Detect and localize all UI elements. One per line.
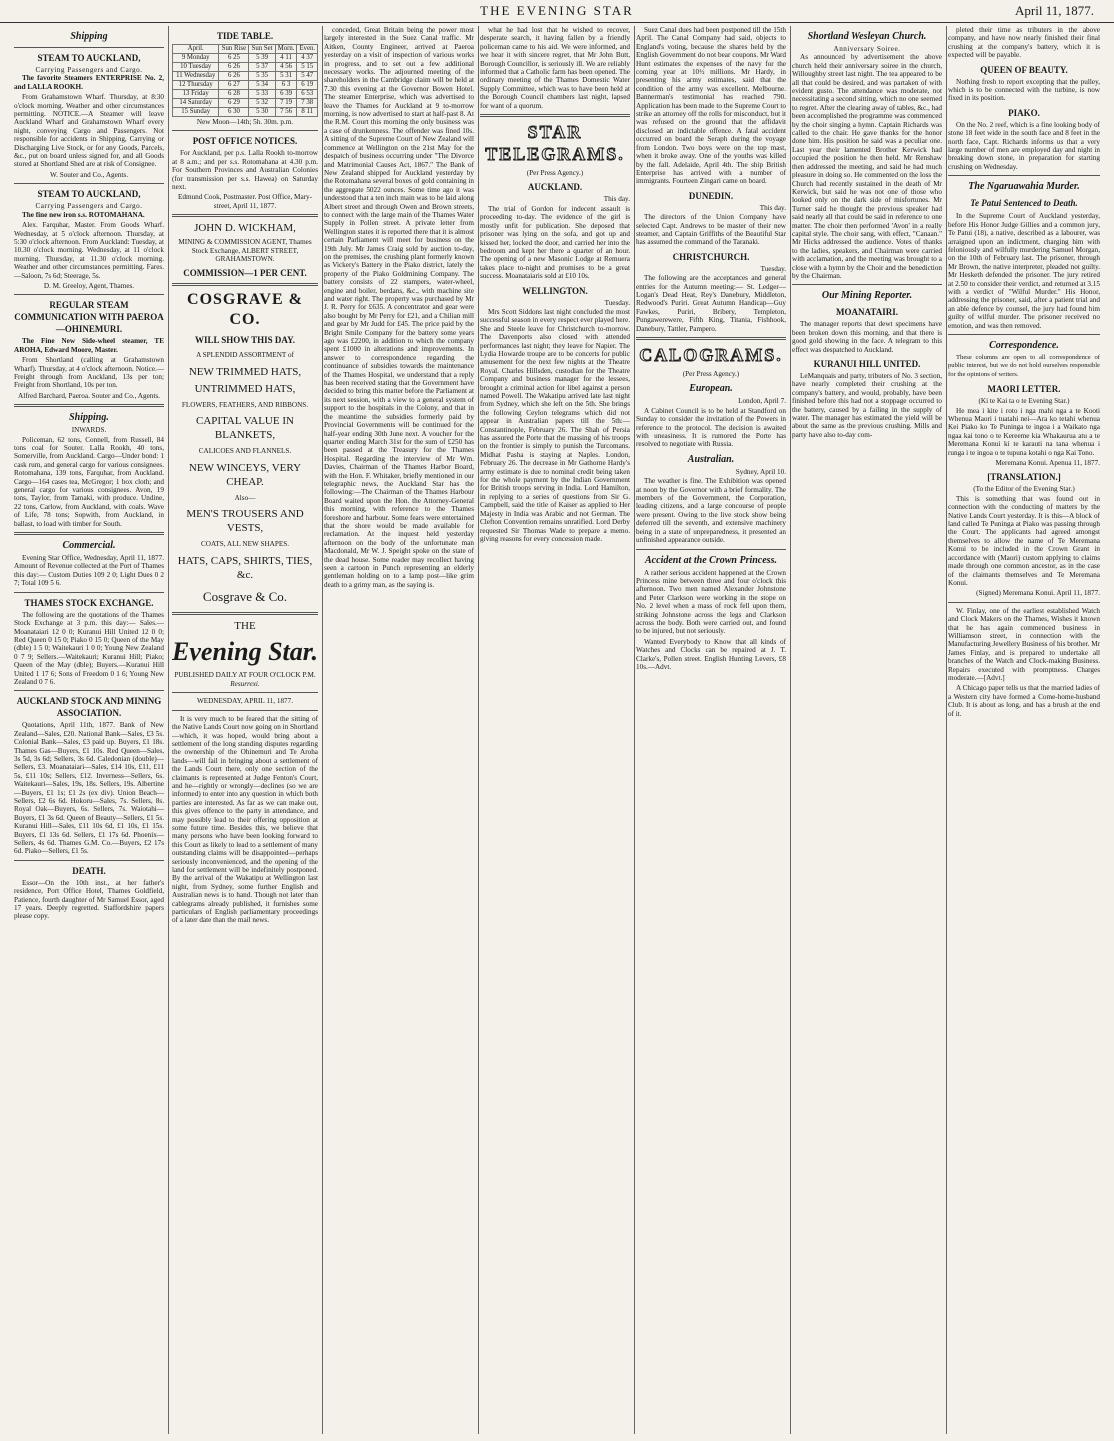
church-heading: Shortland Wesleyan Church. bbox=[807, 31, 927, 42]
column-7-intro: pleted their time as tributers in the above company, and have now nearly finished their final crushing at the company's battery, which it is expected will be payable. bbox=[948, 26, 1100, 60]
tide-row: 13 Friday 6 28 5 33 6 39 6 53 bbox=[173, 90, 318, 99]
tide-col: Sun Set bbox=[249, 45, 275, 54]
steam-auckland-sub: Carrying Passengers and Cargo. bbox=[35, 66, 143, 74]
steamer-enterprise: The favorite Steamers ENTERPRISE No. 2, and LALLA ROOKH. bbox=[14, 74, 164, 91]
inwards-label: INWARDS. bbox=[71, 426, 107, 435]
newspaper-title: THE EVENING STAR bbox=[480, 3, 634, 18]
murder-sub: Te Patui Sentenced to Death. bbox=[970, 198, 1078, 209]
tide-header-row bbox=[173, 45, 318, 54]
exchange-heading: THAMES STOCK EXCHANGE. bbox=[24, 597, 154, 608]
column-5-intro: Suez Canal dues had been postponed till the 15th April. The Canal Company had said, objects to England's voting, because the shares held by the English Government do not bear coupons. Mr Ward Hunt estimates the expenses of the navy for the coming year at 10½ millions. Mr Hardy, in presenting his army estimates, said that the condition of the army was excellent. Melbourne. Bannerman's testimonial has reached 790. Application has been made to the Supreme Court to strike an attorney off the rolls for misconduct, but it was refused on the ground that the affidavit disclosed an indictable offence. A fatal accident occurred on board the Seraph during the voyage from London. Two boys were on the top mast, when it broke away. One of the youths was killed by the fall. Adelaide, April 4th. The ship British Enterprise has arrived with a number of immigrants. Fourteen Zingari came on board. bbox=[636, 26, 786, 186]
translation-heading: [TRANSLATION.] bbox=[987, 472, 1061, 483]
murder-body: In the Supreme Court of Auckland yesterday, before His Honor Judge Gillies and a common jury, Te Patui (18), a native, described as a labourer, was arraigned upon an indictment, charging him with feloniously and wilfully murdering Samuel Morgan, on the 10th of February last. The prisoner, through Mr Brown, the native interpreter, pleaded not guilty. Mr Hesketh defended the prisoner. The jury retired at 2.50 to consider their verdict, and returned at 3.15 with a verdict of "Wilful Murder." His Honor, addressing the prisoner, said, after a patient trial and an able defence by counsel, the jury had found him guilty of wilful murder. The prisoner received no emotion, and was then removed. bbox=[948, 212, 1100, 330]
published-line: PUBLISHED DAILY AT FOUR O'CLOCK P.M. bbox=[174, 670, 316, 679]
auckland-place: AUCKLAND. bbox=[527, 182, 583, 193]
wanted-notice: Wanted Everybody to Know that all kinds of Watches and Clocks can be repaired at J. T. Clarke's, Pollen street. English Hunting Levers, £8 10s.—Advt. bbox=[636, 637, 786, 671]
death-body: Essor—On the 10th inst., at her father's residence, Port Office Hotel, Thames Goldfield, Patience, fourth daughter of Mr Samuel Essor, aged 17 years. Deeply regretted. Staffordshire papers please copy. bbox=[14, 878, 164, 921]
column-5 bbox=[636, 26, 791, 1434]
kuranui-body: LeManquais and party, tributers of No. 3 section, have nearly completed their crushing at the company's battery, and would, probably, have been finished before this had not a stoppage occurred to the battery, caused by a failing in the supply of water. The manager has estimated the yield will be about the same as the previous crushing. Mills and party have also to-day com- bbox=[792, 372, 942, 439]
wellington-body: Mrs Scott Siddons last night concluded the most successful season in every respect ever played here. She and Steele leave for Christchurch to-morrow. The Davenports also closed with attended performances last night; they leave for Napier. The Lydia Howarde troupe are to be concerts for public amusement for the next few nights at the Theatre Royal. Charles Hillsden, custodian for the Theatre Company and business manager for the lessees, brought a criminal action for libel against a person named Powell. The Wakatipu arrived late last night from Sydney, which she left on the 5th. She brings the following Ceylon telegrams which did not appear in Australian papers till the 5th:— Constantinople, February 26. The Shah of Persia has assured the Porte that the massing of his troops on the frontier is simply to punish the Turcomans. Midhat Pasha is staying at Naples. London, February 26. The decrease in Mr Gathorne Hardy's army estimate is due to nominal credit being taken for the whole payment by the Indian Government for British troops serving in India. Lord Hamilton, in replying to a series of questions from Sir G. Campbell, said the title of Kaiser as applied to Her Majesty in India was Arabic and not German. The Clefton Convention remains unratified. Lord Derby requested Sir Thomas Wade to prepare a memo. giving reasons for every concession made. bbox=[480, 307, 630, 543]
christchurch-day: Tuesday. bbox=[760, 264, 786, 273]
london-body: A Cabinet Council is to be held at Standford on Sunday to consider the invitation of the Powers in reference to the protocol. The decision is awaited with uneasiness. It is rumored the Porte has resolved to negotiate with Russia. bbox=[636, 406, 786, 449]
column-1 bbox=[14, 26, 169, 1434]
steam-auckland-body: From Grahamstown Wharf. Thursday, at 8:30 o'clock morning. Weather and other circumstances permitting. NOTICE.—A Steamer will leave Auckland Wharf and Grahamstown Wharf every night, conveying Cargo and Passengers. Not responsible for accidents in Shipping, Carrying or Discharging Live Stock, or for any Goods, Parcels, &c., put on board unless signed for, and all Goods stored at Shortland Shed are at risk of Consignee. bbox=[14, 93, 164, 169]
moanataiari-body: The manager reports that dewt specimens have been broken down this morning, and that there is good gold showing in the face. A telegram to this effect was despatched to Auckland. bbox=[792, 320, 942, 354]
ad-line: UNTRIMMED HATS, bbox=[194, 382, 296, 395]
column-3-body: conceded, Great Britain being the power most largely interested in the Suez Canal traffic. Mr Aitken, County Engineer, arrived at Paeroa yesterday on a visit of inspection of various works in progress, and to set out a few additional necessary works. The adjourned meeting of the shareholders in the Cambridge claim will be held at 7.30 this evening at the Governor Bowen Hotel. The steamer Enterprise, which was advertised to leave the Thames for Auckland at 9 to-morrow morning, is now advertised to start at half-past 8. At the R.M. Court this morning the only business was a case of drunkenness. The offender was fined 10s. A sitting of the Supreme Court of New Zealand will commence at Wellington on the 21st May for the despatch of business occurring under "The Divorce and Matrimonial Causes Act, 1867." The Bank of New Zealand shipped for Auckland yesterday by the Rotomahana several boxes of gold containing in the aggregate 5022 ounces. Some time ago it was understood that a ten inch main was to be laid along Albert street and through Owen and Brown streets, to connect with the large main of the Thames Water Supply in Pollen street. A private letter from Wellington states it is reported there that it is almost certain Parliament will meet for business on the 19th July. Mr James Craig sold by auction to-day, on the premises, the crushing plant formerly known as Vickery's Battery in the Piako district, lately the property of the Piako Goldmining Company. The battery consists of 22 stampers, water-wheel, engine and boiler, berdans, &c., with machine site and water right. The property was purchased by Mr J. R. Perry for £635. A concentrator and gear were also bought by Mr Perry for £21, and a Chilian mill and gear by Mr Judd for £45. The price paid by the Bright Smile Company for the battery some years ago was £2200, in addition to which the company spent £1000 in alterations and improvements. In answer to correspondence regarding the continuance of subsidies towards the maintenance of the Thames Hospital, we understand that a reply has been received stating that the Government have decided to bring this matter before the Parliament at its next session, with a view to a general system of support to the hospitals in the Colony, and that in the meantime the subsidies formerly paid by Provincial Governments will be continued for the half-year ending 30th June next. A voucher for the quarter ending March 31st for the sum of £250 has been passed at the Treasury for the Thames Hospital. Regarding the interview of Mr Wm. Davies, Chairman of the Thames Harbor Board, with the Hon. F. Whitaker, briefly mentioned in our telegraphic news, the Auckland Star has the following:—The Chairman of the Thames Harbour Board waited upon the Hon. the Attorney-General this morning, with reference to the Thames foreshore and harbour. Some fears were entertained that the shore would be made available for reclamation. At the inquest held yesterday afternoon on the body of the unfortunate man Macdonald, Mr W. J. Speight spoke on the state of the dead house. Some reader may recollect having seen a cartoon in Punch representing an elderly gentleman holding on to a lamp post—like grim death to a grimy man, as the saying is. bbox=[324, 26, 474, 589]
regular-steam-agent: Alfred Barchard, Paeroa. Souter and Co., Agents. bbox=[18, 391, 160, 400]
auckland-stock-body: Quotations, April 11th, 1877. Bank of New Zealand—Sales, £20. National Bank—Sales, £3 5s. Colonial Bank—Sales, £3 paid up. Buyers, £1 18s. Thames Gas—Buyers, £1 10s. Red Queen—Sales, 3s 5d, 3s 6d; Sellers, 3s 6d. Caledonian (double)—Sellers, £3. Moanataiari—Sales, £14 10s, £11, £11 5s, £11 10s; Sellers, £12. Inverness—Sellers, 6s. Waitekauri—Sales, 19s, 18s. Sellers, 19s. Albertine—Buyers, £1 1s; £1 2s (ex div). Union Beach—Sellers, £2 6s 6d. Hokoru—Sales, 7s. Sellers, 8s. Royal Oak—Buyers, 6s. Sellers, 7s. Waiotahi—Buyers, £1 3s 6d. Queen of Beauty—Sellers, £1 5s. Kuranui Hill—Sales, £11 10s 6d, £1 10s, £1 15s. Buyers, £1 13s 6d. Sellers, £1 17s 6d. Phoenix—Sellers, 4s 6d. Thames G.M. Co.—Buyers, £2 17s 6d. Piako—Sellers, £1 5s. bbox=[14, 721, 164, 856]
wellington-place: WELLINGTON. bbox=[522, 285, 588, 296]
queen-heading: QUEEN OF BEAUTY. bbox=[980, 64, 1068, 75]
tide-row: 11 Wednesday 6 26 5 35 5 31 5 47 bbox=[173, 72, 318, 81]
edition-date: WEDNESDAY, APRIL 11, 1877. bbox=[196, 697, 294, 706]
steam-auckland-2-body: Alex. Farquhar, Master. From Goods Wharf. Wednesday, at 5 o'clock afternoon. Thursday, at 5:30 o'clock afternoon. From Auckland: Tuesday, at 10.30 o'clock morning. Wednesday, at 11 o'clock morning. Thursday, at 11.30 o'clock morning. Weather and other circumstances permitting. Fares.—Saloon, 7s 6d; Steerage, 5s. bbox=[14, 221, 164, 280]
post-office-sign: Edmund Cook, Postmaster. Post Office, Mary-street, April 11, 1877. bbox=[177, 193, 313, 210]
ad-line: FLOWERS, FEATHERS, AND RIBBONS. bbox=[181, 400, 309, 409]
steam-auckland-heading: STEAM TO AUCKLAND, bbox=[37, 53, 141, 63]
maori-letter-heading: MAORI LETTER. bbox=[987, 384, 1061, 395]
tide-row: 9 Monday 6 25 5 39 4 11 4 37 bbox=[173, 54, 318, 63]
column-4-intro: what he had lost that he wished to recover, desperate search, it having fallen by a friendly policeman came to his aid. We were informed, and we hear it with sincere regret, that Mr John Butt, Borough Councillor, is seriously ill. We are reliably informed that a Catholic farm has been opened. The ordinary meeting of the Thames Domestic Water Supply Committee, which was to have been held at the Borough Council chambers last night, lapsed for want of a quorum. bbox=[480, 26, 630, 110]
tide-row: 14 Saturday 6 29 5 32 7 19 7 38 bbox=[173, 99, 318, 108]
editorial-body: It is very much to be feared that the sitting of the Native Lands Court now going on in Shortland—which, it was hoped, would bring about a settlement of the long standing disputes regarding the ownership of the Ohinemuri and Te Aroha lands—will fail in bringing about a settlement of the Lands Court there, only one section of the claimants is represented at Judge Fenton's Court, and he—rightly or wrongly—declines (so we are informed) to enter into any question in which both parties are interested. As far as we can make out, this gives offence to the party in attendance, and may possibly lead to their offering opposition at some future time. Besides this, we believe that many persons who have been looking forward to this Court as likely to lead to a settlement of many outstanding claims will be disappointed—perhaps seriously inconvenienced, and the opening of the land for settlement will be indefinitely postponed. By the arrival of the Wakatipu at Wellington last night, from Sydney, some further English and Australian news is to hand. Though not later than cablegrams already published, it furnishes some particulars of English parliamentary proceedings of a later date than the mail news. bbox=[172, 714, 318, 925]
maori-letter-sign: Meremana Konui. Apenua 11, 1877. bbox=[995, 459, 1100, 468]
tide-row: 10 Tuesday 6 26 5 37 4 56 5 15 bbox=[173, 63, 318, 72]
agency-line: (Per Press Agency.) bbox=[526, 169, 584, 178]
london-dateline: London, April 7. bbox=[738, 397, 786, 406]
christchurch-place: CHRISTCHURCH. bbox=[672, 251, 750, 262]
tide-col: Morn. bbox=[275, 45, 297, 54]
post-office-body: For Auckland, per p.s. Lalla Rookh to-morrow at 8 a.m.; and per s.s. Rotomahana at 4.30 p.m. For Southern Provinces and Australian Colonies (for transmission per s.s. Hawea) on Saturday next. bbox=[172, 149, 318, 192]
kuranui-heading: KURANUI HILL UNITED. bbox=[813, 359, 921, 369]
cosgrave-sign: Cosgrave & Co. bbox=[202, 588, 288, 604]
maori-letter-body: He mea i kite i roto i nga mahi nga a te Kooti Whenua Maori i tuatahi nei—Ara ko tetahi whenua Kei Piako ko Te Puninga te ingoa i a Waikato nga ngaa kai tono o te Kereeme kia Whakaurua atu a te Meremana Konui ki te karauti na tana whenua i runga i te ingoa o te tupuna kotahi o nga Kai Tono. bbox=[948, 406, 1100, 457]
sydney-body: The weather is fine. The Exhibition was opened at noon by the Governor with a brief formality. The members of the Government, the Corporation, leading citizens, and a large concourse of people were present. Owing to the live stock show being deferred till the seventh, and extensive machinery being in a state of unpreparedness, it presented an unfinished appearance outside. bbox=[636, 477, 786, 545]
calograms-agency: (Per Press Agency.) bbox=[682, 370, 740, 378]
resurrexi: Resurrexi. bbox=[230, 679, 260, 688]
correspondence-heading: Correspondence. bbox=[989, 339, 1059, 351]
tide-row: 12 Thursday 6 27 5 34 6 3 6 19 bbox=[173, 81, 318, 90]
piako-body: On the No. 2 reef, which is a fine looking body of stone 18 feet wide in the south face and 8 feet in the north face, Capt. Richards informs us that a very large number of men are employed day and night in breaking down stone, in preparation for starting crushing on Wednesday. bbox=[948, 120, 1100, 171]
tide-col: Even. bbox=[297, 45, 318, 54]
wickham-sub: MINING & COMMISSION AGENT, Thames Stock Exchange, ALBERT STREET, GRAHAMSTOWN. bbox=[178, 238, 312, 264]
column-3 bbox=[324, 26, 479, 1434]
steam-auckland-2-agent: D. M. Greeloy, Agent, Thames. bbox=[43, 281, 135, 290]
piako-heading: PIAKO. bbox=[1008, 107, 1040, 118]
shipping-2-heading: Shipping. bbox=[69, 412, 109, 424]
auckland-body: The trial of Gordon for indecent assault is proceeding to-day. The evidence of the girl is mostly unfit for publication. She deposed that prisoner was lying on the sofa, and got up and kissed her, locked the door, and carried her into the bedroom and kept her there a quarter of an hour. The opening of a new Masonic Lodge at Remuera takes place to-night and promises to be a great success. Moanataiaris sold at £10 10s. bbox=[480, 204, 630, 281]
calograms-heading: CALOGRAMS. bbox=[639, 345, 783, 365]
masthead bbox=[0, 0, 1114, 23]
inwards-body: Policeman, 62 tons, Connell, from Russell, 84 tons coal for Souter. Lalla Rookh, 40 tons, Somerville, from Auckland. Cargo—Under bond: 1 cask rum, and general cargo for various consignees. Rotomahana, 139 tons, Farquhar, from Auckland. Cargo—164 cases tea, McGregor; 1 box cloth; and general cargo for various consignees. Avon, 19 tons, Taylor, from Tamaki, with produce. Undine, 22 tons, Carlow, from Auckland, with coals. Wave of Life, 78 tons; Sopwith, from Auckland, in ballast, to load with timber for South. bbox=[14, 435, 164, 528]
shipping-heading: Shipping bbox=[70, 31, 108, 42]
steamer-te-aroha: The Fine New Side-wheel steamer, TE AROHA, Edward Moore, Master. bbox=[14, 337, 164, 354]
australian-heading: Australian. bbox=[687, 453, 735, 465]
mining-heading: Our Mining Reporter. bbox=[821, 290, 913, 302]
murder-heading: The Ngaruawahia Murder. bbox=[968, 181, 1080, 193]
translation-body: This is something that was found out in connection with the conducting of matters by the Native Lands Court yesterday. It is this—A block of land called Te Puninga at Piako was passing through the Court. The applicants had agreed amongst themselves to allow the name of Te Meremana Konui to be included in the Crown Grant in accordance with (Maori) custom applying to claims made through one common ancestor, as in the case of the claimants themselves and Te Meremana Konui. bbox=[948, 494, 1100, 587]
tide-row: 15 Sunday 6 30 5 30 7 56 8 11 bbox=[173, 108, 318, 117]
death-heading: DEATH. bbox=[72, 865, 106, 876]
exchange-body: The following are the quotations of the Thames Stock Exchange at 3 p.m. this day:— Sales.—Moanataiari 12 0 0; Kuranui Hill United 12 0 0; Red Queen 0 15 0; Piako 0 15 0; Queen of the May (dble) 1 5 0; Waitekauri 1 0 0; Young New Zealand 0 7 9; Sellers.—Waitekauri; Kuranui Hill; Piako; Queen of the May (dble); Buyers.—Kuranui Hill United 1 17 6; Sons of Freedom 0 1 6; Young New Zealand 0 7 6. bbox=[14, 610, 164, 686]
column-4 bbox=[480, 26, 635, 1434]
moanataiari-heading: MOANATAIRI. bbox=[836, 307, 898, 318]
commission-line: COMMISSION—1 PER CENT. bbox=[183, 268, 307, 279]
wellington-day: Tuesday. bbox=[604, 298, 630, 307]
crown-princess-body: A rather serious accident happened at the Crown Princess mine between three and four o'clock this afternoon. Two men named Alexander Johnstone and Peter Clarkson were working in the stope on No. 2 level when a mass of rock fell upon them, striking Johnstone across the legs and Clarkson across the body. Both were carried out, and found to be injured, but not seriously. bbox=[636, 568, 786, 636]
column-2 bbox=[172, 26, 323, 1434]
paper-masthead: Evening Star. bbox=[172, 636, 318, 666]
commercial-body: Evening Star Office, Wednesday, April 11, 1877. Amount of Revenue collected at the Port of Thames this day:— Custom Duties 109 2 0; Light Dues 0 2 7; Total 109 5 6. bbox=[14, 554, 164, 588]
wickham-heading: JOHN D. WICKHAM, bbox=[194, 222, 296, 235]
moon-note: New Moon—14th; 5h. 30m. p.m. bbox=[196, 118, 294, 126]
ad-line: NEW WINCEYS, VERY CHEAP. bbox=[188, 461, 302, 488]
regular-steam-heading: REGULAR STEAM COMMUNICATION WITH PAEROA—OHINEMURI. bbox=[14, 300, 164, 335]
maori-letter-to: (Ki te Kai ta o te Evening Star.) bbox=[978, 397, 1070, 406]
dunedin-day: This day. bbox=[759, 203, 786, 212]
church-body: As announced by advertisement the above church held their anniversary soiree in the church, Willoughby street last night. The tea appeared to be all that could be desired, and was partaken of with evident gusto. The attendance was moderate, not necessitating a second sitting, which no one seemed to regret. After the clearing away of tables, &c., had been accomplished the programme was commenced by the choir singing a hymn. Captain Richards was called to the chair. He gave thanks for the honor done him. His position he said was a peculiar one. Last year their lamented Brother Kerwick had occupied the position he then held. Mr Renshaw then addressed the meeting, and said he had much pleasure in doing so. He commented on the loss the Church had recently sustained in the death of Mr Kerwick, but said he was not one of those who looked only on the dark side of misfortunes. Mr Turner said he thought the previous speaker had said nearly all that could be said in reference to one matter. The choir then performed 'Avon' in a really capital style. The choir sang, with effect, "Canaan." Mr Hicks addressed the audience. Votes of thanks to the ladies, speakers, and Chairman were carried with acclamation, and the meeting was brought to a close with a hymn by the Choir and the benediction by the Chairman. bbox=[792, 53, 942, 280]
ad-line: MEN'S TROUSERS AND VESTS, bbox=[186, 508, 304, 535]
cosgrave-heading: COSGRAVE & CO. bbox=[187, 291, 303, 329]
queen-body: Nothing fresh to report excepting that the pulley, which is to be connected with the turbine, is now fixed in its position. bbox=[948, 77, 1100, 103]
church-sub: Anniversary Soiree. bbox=[833, 45, 901, 53]
star-telegrams-heading: STAR TELEGRAMS. bbox=[485, 122, 625, 165]
paper-note: A Chicago paper tells us that the married ladies of a Western city have formed a Come-home-husband Club. It is about as long, and has a brush at the end of it. bbox=[948, 684, 1100, 718]
correspondence-note: These columns are open to all correspondence of public interest, but we do not hold ourselves responsible for the opinions of writers. bbox=[948, 353, 1100, 378]
auckland-day: This day. bbox=[603, 195, 630, 204]
ad-line: Also— bbox=[234, 493, 256, 502]
steamer-rotomahana: The fine new iron s.s. ROTOMAHANA. bbox=[22, 210, 145, 219]
steam-auckland-2-sub: Carrying Passengers and Cargo. bbox=[35, 202, 143, 211]
finlay-notice: W. Finlay, one of the earliest established Watch and Clock Makers on the Thames, Wishes it known that he has again commenced business in Williamson street, in connection with the Manufacturing Jewellery Business of his brother. Mr James Finlay, and is prepared to undertake all branches of the Watch and Clock-making Business. Repairs executed with promptness. Charges moderate.—[Advt.] bbox=[948, 606, 1100, 682]
post-office-heading: POST OFFICE NOTICES. bbox=[192, 136, 298, 147]
column-6 bbox=[792, 26, 947, 1434]
steam-auckland-2-heading: STEAM TO AUCKLAND, bbox=[37, 189, 141, 200]
ad-line: COATS, ALL NEW SHAPES. bbox=[200, 540, 290, 549]
dunedin-body: The directors of the Union Company have selected Capt. Andrews to be master of their new steamer, and Captain Griffiths of the Beautiful Star has assumed the command of the Taranaki. bbox=[636, 213, 786, 247]
christchurch-body: The following are the acceptances and general entries for the Autumn meeting:— St. Ledger—Logan's Dead Heat, Rey's Danebury, Middleton, Redwood's Puriri. Great Autumn Handicap—Guy Fawkes, Puriri, Bribery, Templeton, Pungawerewere, Fifth King, Titania, Fishhook, Danebury, Tattler, Pampero. bbox=[636, 274, 786, 333]
ad-line: HATS, CAPS, SHIRTS, TIES, &c. bbox=[177, 554, 313, 581]
translation-to: (To the Editor of the Evening Star.) bbox=[973, 485, 1075, 494]
paper-the: THE bbox=[234, 619, 256, 632]
ad-line: CALICOES AND FLANNELS. bbox=[198, 447, 292, 456]
cosgrave-show: WILL SHOW THIS DAY. bbox=[194, 335, 296, 346]
regular-steam-body: From Shortland (calling at Grahamstown Wharf). Thursday, at 4 o'clock afternoon. Notice.—Freight through from Auckland, 13s per ton; Freight from Shortland, 10s per ton. bbox=[14, 356, 164, 390]
tide-col: April. bbox=[173, 45, 219, 54]
ad-line: CAPITAL VALUE IN BLANKETS, bbox=[196, 415, 294, 442]
tide-table-heading: TIDE TABLE. bbox=[216, 31, 274, 41]
sydney-dateline: Sydney, April 10. bbox=[735, 467, 786, 476]
commercial-heading: Commercial. bbox=[62, 540, 116, 552]
ad-line: NEW TRIMMED HATS, bbox=[188, 365, 302, 378]
auckland-stock-heading: AUCKLAND STOCK AND MINING ASSOCIATION. bbox=[16, 696, 162, 719]
tide-col: Sun Rise bbox=[219, 45, 249, 54]
column-7 bbox=[948, 26, 1100, 1434]
dunedin-place: DUNEDIN. bbox=[688, 190, 734, 201]
european-heading: European. bbox=[689, 383, 733, 395]
steam-auckland-agent: W. Souter and Co., Agents. bbox=[50, 170, 128, 179]
crown-princess-heading: Accident at the Crown Princess. bbox=[645, 554, 777, 566]
ad-line: A SPLENDID ASSORTMENT of bbox=[196, 351, 294, 360]
issue-date: April 11, 1877. bbox=[1015, 3, 1094, 18]
tide-table bbox=[172, 44, 318, 117]
translation-sign: (Signed) Meremana Konui. April 11, 1877. bbox=[976, 589, 1100, 598]
